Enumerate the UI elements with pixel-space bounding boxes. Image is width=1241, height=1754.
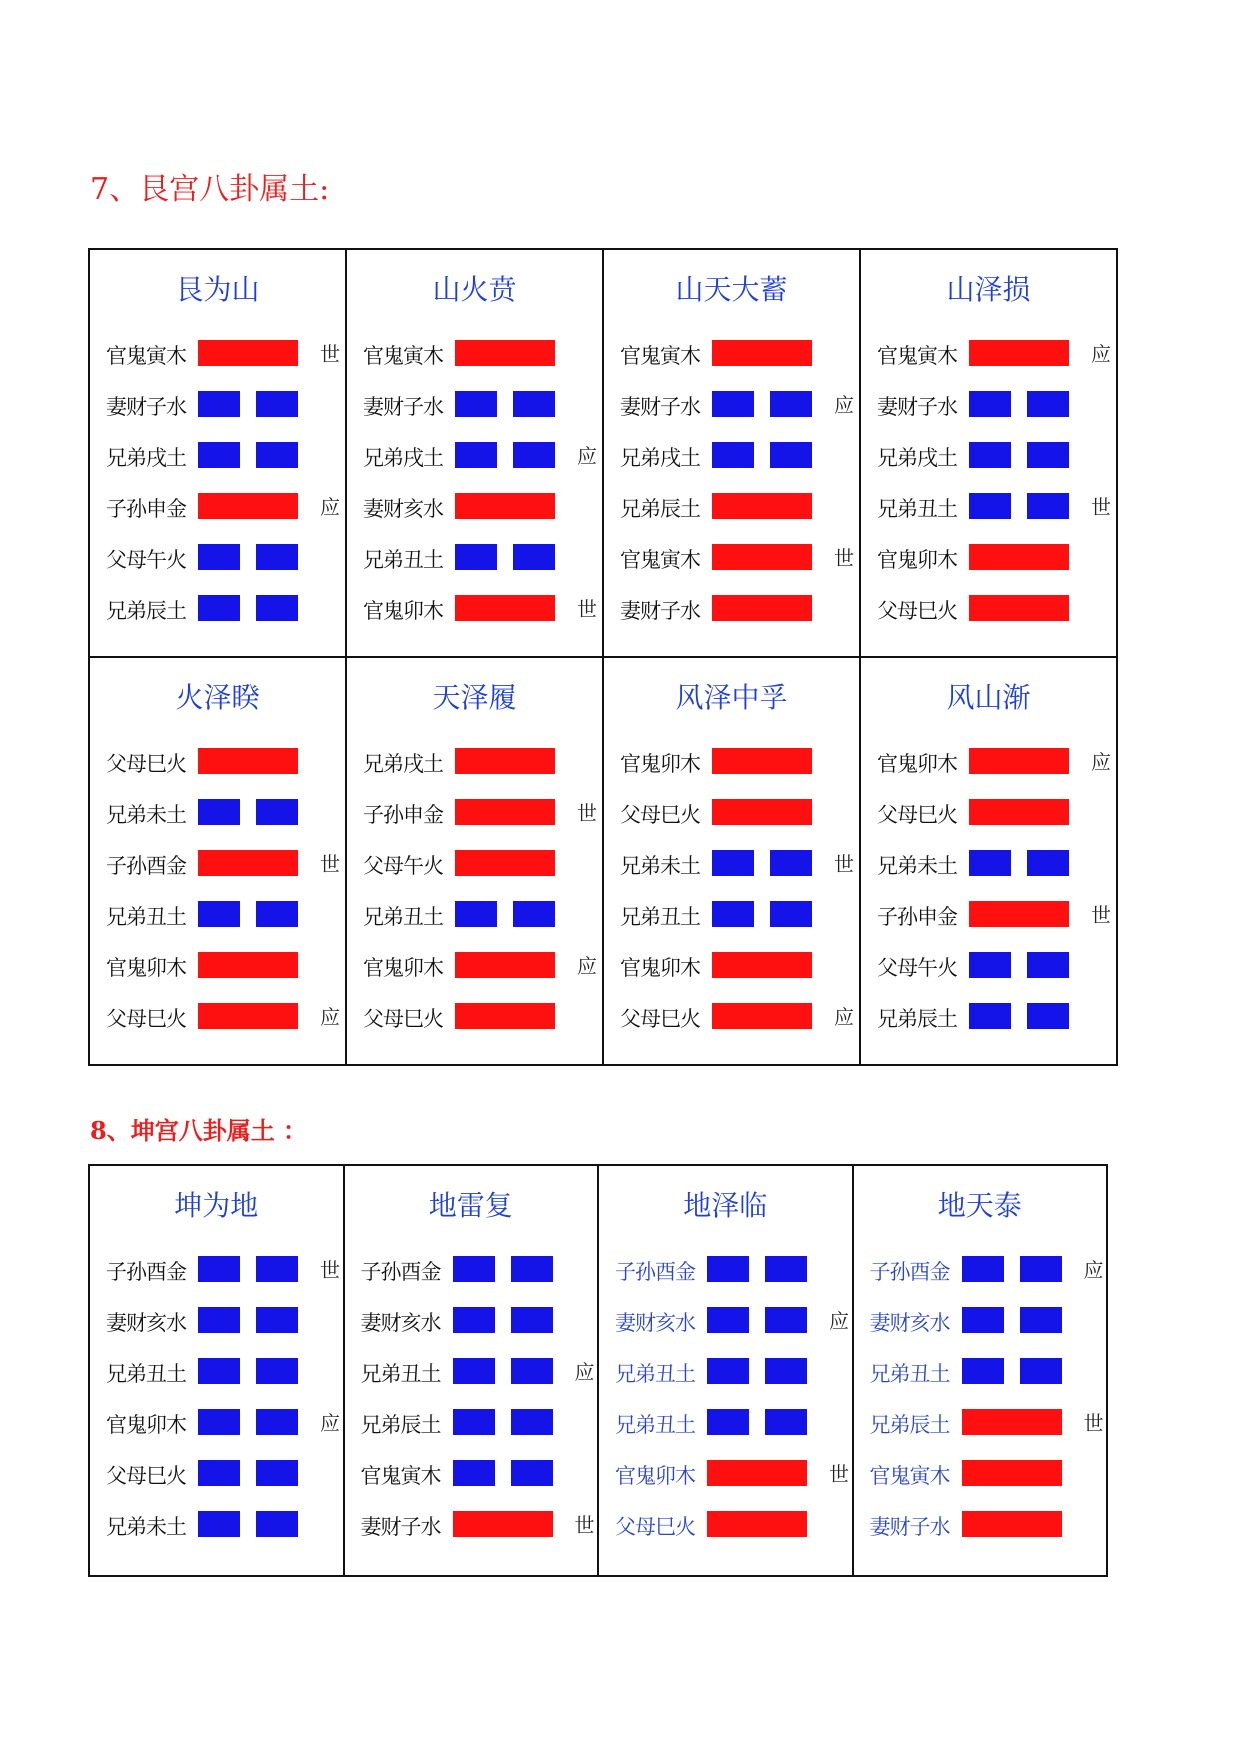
yin-line-icon	[455, 901, 555, 927]
yin-line-icon	[198, 391, 298, 417]
yin-line-icon	[453, 1307, 553, 1333]
yao-line	[357, 1458, 587, 1488]
yin-line-icon	[962, 1358, 1062, 1384]
yao-label: 妻财子水	[363, 395, 443, 419]
yao-label: 父母午火	[877, 956, 957, 980]
yang-line-icon	[198, 952, 298, 978]
yin-line-icon	[453, 1409, 553, 1435]
yao-label: 子孙酉金	[615, 1260, 695, 1284]
yao-line	[359, 797, 597, 827]
yao-label: 官鬼卯木	[877, 548, 957, 572]
yang-line-icon	[455, 850, 555, 876]
hexagram-name: 山天大蓄	[675, 273, 788, 306]
yao-line	[873, 1001, 1103, 1031]
shi-ying-mark: 应	[320, 1411, 340, 1435]
yin-line-icon	[198, 1256, 298, 1282]
yang-line-icon	[455, 595, 555, 621]
yao-label: 父母巳火	[106, 752, 186, 776]
gua-cell	[603, 249, 860, 657]
yao-label: 兄弟丑土	[106, 1362, 186, 1386]
yang-line-icon	[455, 1003, 555, 1029]
yao-line	[611, 1458, 849, 1488]
yao-line	[102, 1254, 340, 1284]
yin-line-icon	[962, 1256, 1062, 1282]
yin-line-icon	[198, 1409, 298, 1435]
yao-line	[616, 542, 854, 572]
yao-line	[102, 950, 332, 980]
yao-line	[357, 1356, 595, 1386]
yang-line-icon	[962, 1409, 1062, 1435]
yang-line-icon	[198, 340, 298, 366]
yao-line	[102, 542, 332, 572]
yao-label: 兄弟丑土	[360, 1362, 441, 1386]
yao-line	[359, 899, 589, 929]
yin-line-icon	[455, 442, 555, 468]
yao-line	[873, 440, 1103, 470]
yao-label: 兄弟丑土	[620, 905, 700, 929]
yao-line	[359, 338, 589, 368]
hexagram	[604, 250, 859, 656]
yin-line-icon	[712, 391, 812, 417]
yao-line	[866, 1407, 1104, 1437]
yao-label: 官鬼寅木	[620, 344, 700, 368]
yao-line	[866, 1509, 1096, 1539]
yin-line-icon	[198, 799, 298, 825]
yao-line	[102, 1001, 340, 1031]
yao-line	[866, 1356, 1096, 1386]
yang-line-icon	[712, 595, 812, 621]
yao-line	[616, 389, 854, 419]
yao-label: 官鬼寅木	[869, 1464, 950, 1488]
shi-ying-mark: 世	[1091, 903, 1111, 927]
yang-line-icon	[969, 340, 1069, 366]
yin-line-icon	[198, 595, 298, 621]
yao-line	[616, 491, 846, 521]
yao-label: 兄弟丑土	[363, 905, 443, 929]
yao-line	[102, 1509, 332, 1539]
yang-line-icon	[962, 1460, 1062, 1486]
yin-line-icon	[198, 1511, 298, 1537]
yin-line-icon	[707, 1256, 807, 1282]
yang-line-icon	[455, 493, 555, 519]
hexagram-name: 地雷复	[428, 1189, 513, 1222]
hexagram-name: 山火贲	[432, 273, 517, 306]
yao-line	[102, 1407, 340, 1437]
yao-label: 兄弟未土	[877, 854, 957, 878]
yao-label: 官鬼寅木	[360, 1464, 441, 1488]
hexagram-name: 坤为地	[174, 1189, 259, 1222]
yao-label: 兄弟丑土	[869, 1362, 950, 1386]
yao-line	[873, 950, 1103, 980]
yang-line-icon	[198, 1003, 298, 1029]
yao-line	[873, 899, 1111, 929]
yao-line	[866, 1254, 1104, 1284]
gua-cell	[860, 657, 1117, 1065]
gua-cell	[346, 249, 603, 657]
yao-label: 父母午火	[363, 854, 443, 878]
hexagram	[90, 658, 345, 1064]
yao-label: 父母巳火	[106, 1464, 186, 1488]
yang-line-icon	[455, 340, 555, 366]
shi-ying-mark: 应	[574, 1360, 595, 1384]
hexagram	[90, 250, 345, 656]
yao-line	[616, 899, 846, 929]
yao-label: 官鬼寅木	[620, 548, 700, 572]
yang-line-icon	[198, 748, 298, 774]
shi-ying-mark: 世	[320, 852, 340, 876]
yao-line	[359, 389, 589, 419]
yao-label: 子孙申金	[363, 803, 443, 827]
yin-line-icon	[707, 1409, 807, 1435]
yao-line	[873, 848, 1103, 878]
yao-label: 兄弟戌土	[363, 446, 443, 470]
hexagram	[347, 658, 602, 1064]
yao-line	[359, 746, 589, 776]
yao-label: 官鬼寅木	[106, 344, 186, 368]
yao-line	[873, 338, 1111, 368]
shi-ying-mark: 应	[320, 1005, 340, 1029]
hexagram-name: 地天泰	[937, 1189, 1022, 1222]
yao-label: 妻财子水	[877, 395, 957, 419]
gua-cell	[89, 1165, 344, 1576]
yao-line	[873, 389, 1103, 419]
yao-line	[102, 1305, 332, 1335]
shi-ying-mark: 世	[577, 801, 597, 825]
yao-label: 子孙酉金	[869, 1260, 950, 1284]
hexagram-name: 艮为山	[175, 273, 260, 306]
yao-label: 兄弟丑土	[363, 548, 443, 572]
yao-label: 子孙申金	[106, 497, 186, 521]
yin-line-icon	[198, 1358, 298, 1384]
yin-line-icon	[969, 442, 1069, 468]
yao-line	[102, 491, 340, 521]
hexagram	[861, 250, 1116, 656]
yin-line-icon	[707, 1358, 807, 1384]
yao-line	[102, 899, 332, 929]
shi-ying-mark: 应	[320, 495, 340, 519]
hexagram-name: 火泽睽	[175, 681, 260, 714]
hexagram	[599, 1166, 852, 1575]
hexagram	[854, 1166, 1107, 1575]
gua-cell	[853, 1165, 1108, 1576]
shi-ying-mark: 应	[829, 1309, 849, 1333]
yao-label: 兄弟辰土	[877, 1007, 957, 1031]
hexagram-name: 风泽中孚	[675, 681, 788, 714]
yao-line	[102, 1356, 332, 1386]
yao-line	[357, 1305, 587, 1335]
yao-label: 妻财亥水	[615, 1311, 695, 1335]
yao-line	[359, 491, 589, 521]
yin-line-icon	[198, 1307, 298, 1333]
yao-line	[616, 593, 846, 623]
yin-line-icon	[453, 1358, 553, 1384]
yao-label: 兄弟戌土	[877, 446, 957, 470]
section-8-heading: 8、坤宫八卦属土 ：	[90, 1116, 308, 1145]
shi-ying-mark: 世	[577, 597, 597, 621]
yang-line-icon	[707, 1511, 807, 1537]
yao-label: 妻财亥水	[360, 1311, 441, 1335]
yang-line-icon	[969, 544, 1069, 570]
yao-line	[359, 593, 597, 623]
yao-label: 官鬼卯木	[363, 956, 443, 980]
yang-line-icon	[453, 1511, 553, 1537]
shi-ying-mark: 世	[574, 1513, 595, 1537]
yin-line-icon	[969, 952, 1069, 978]
yang-line-icon	[707, 1460, 807, 1486]
yao-line	[611, 1254, 841, 1284]
hexagram-name: 地泽临	[683, 1189, 768, 1222]
yao-label: 子孙酉金	[106, 854, 186, 878]
yin-line-icon	[969, 850, 1069, 876]
yao-label: 兄弟辰土	[360, 1413, 441, 1437]
yao-line	[102, 848, 340, 878]
yao-label: 官鬼卯木	[106, 1413, 186, 1437]
yao-label: 兄弟丑土	[615, 1362, 695, 1386]
shi-ying-mark: 应	[1083, 1258, 1104, 1282]
yao-label: 兄弟戌土	[106, 446, 186, 470]
yao-line	[616, 950, 846, 980]
shi-ying-mark: 世	[1091, 495, 1111, 519]
yang-line-icon	[712, 544, 812, 570]
yang-line-icon	[455, 799, 555, 825]
yao-label: 父母午火	[106, 548, 186, 572]
yao-label: 子孙酉金	[106, 1260, 186, 1284]
yao-line	[866, 1458, 1096, 1488]
yao-line	[616, 338, 846, 368]
yin-line-icon	[962, 1307, 1062, 1333]
yang-line-icon	[969, 799, 1069, 825]
yao-label: 官鬼卯木	[620, 752, 700, 776]
kun-palace-table	[88, 1164, 1108, 1577]
shi-ying-mark: 世	[320, 342, 340, 366]
yao-label: 官鬼寅木	[877, 344, 957, 368]
yang-line-icon	[712, 748, 812, 774]
yao-line	[873, 491, 1111, 521]
yao-label: 官鬼卯木	[106, 956, 186, 980]
yao-label: 官鬼卯木	[620, 956, 700, 980]
yang-line-icon	[198, 850, 298, 876]
yao-label: 父母巳火	[363, 1007, 443, 1031]
yao-label: 兄弟丑土	[615, 1413, 695, 1437]
gua-cell	[346, 657, 603, 1065]
yin-line-icon	[712, 901, 812, 927]
yao-label: 兄弟未土	[106, 1515, 186, 1539]
yin-line-icon	[969, 493, 1069, 519]
yang-line-icon	[455, 748, 555, 774]
yao-label: 妻财子水	[360, 1515, 441, 1539]
hexagram	[861, 658, 1116, 1064]
yang-line-icon	[712, 952, 812, 978]
yao-line	[359, 542, 589, 572]
yao-line	[102, 746, 332, 776]
yang-line-icon	[712, 799, 812, 825]
yin-line-icon	[455, 391, 555, 417]
yang-line-icon	[712, 493, 812, 519]
yang-line-icon	[969, 595, 1069, 621]
yao-line	[611, 1305, 849, 1335]
yao-label: 兄弟未土	[620, 854, 700, 878]
yao-line	[616, 440, 846, 470]
yang-line-icon	[712, 340, 812, 366]
yao-line	[357, 1509, 595, 1539]
shi-ying-mark: 应	[834, 393, 854, 417]
hexagram-name: 天泽履	[432, 681, 517, 714]
yin-line-icon	[198, 901, 298, 927]
yao-line	[611, 1509, 841, 1539]
shi-ying-mark: 世	[834, 852, 854, 876]
hexagram	[604, 658, 859, 1064]
yao-line	[102, 440, 332, 470]
yang-line-icon	[969, 748, 1069, 774]
yao-label: 兄弟丑土	[106, 905, 186, 929]
yao-label: 官鬼卯木	[363, 599, 443, 623]
yin-line-icon	[453, 1256, 553, 1282]
yin-line-icon	[712, 850, 812, 876]
yao-label: 父母巳火	[877, 599, 957, 623]
yang-line-icon	[712, 1003, 812, 1029]
yao-label: 兄弟丑土	[877, 497, 957, 521]
yao-line	[102, 389, 332, 419]
yang-line-icon	[962, 1511, 1062, 1537]
shi-ying-mark: 世	[320, 1258, 340, 1282]
gua-cell	[89, 657, 346, 1065]
yao-label: 父母巳火	[620, 803, 700, 827]
yao-line	[359, 848, 589, 878]
yao-label: 妻财亥水	[106, 1311, 186, 1335]
yang-line-icon	[198, 493, 298, 519]
yao-label: 官鬼寅木	[363, 344, 443, 368]
shi-ying-mark: 应	[1091, 342, 1111, 366]
yin-line-icon	[969, 391, 1069, 417]
yao-line	[359, 950, 597, 980]
yao-line	[102, 797, 332, 827]
yao-label: 妻财亥水	[363, 497, 443, 521]
yao-label: 父母巳火	[106, 1007, 186, 1031]
yin-line-icon	[969, 1003, 1069, 1029]
yao-line	[873, 542, 1103, 572]
gen-palace-table	[88, 248, 1118, 1066]
yao-label: 兄弟辰土	[620, 497, 700, 521]
gua-cell	[603, 657, 860, 1065]
yao-line	[102, 1458, 332, 1488]
yao-label: 官鬼卯木	[877, 752, 957, 776]
shi-ying-mark: 应	[577, 444, 597, 468]
yao-label: 兄弟戌土	[620, 446, 700, 470]
yang-line-icon	[969, 901, 1069, 927]
gua-cell	[89, 249, 346, 657]
yin-line-icon	[712, 442, 812, 468]
yao-line	[873, 746, 1111, 776]
yao-line	[616, 1001, 854, 1031]
yao-label: 兄弟辰土	[869, 1413, 950, 1437]
yao-line	[359, 440, 597, 470]
yao-line	[102, 338, 340, 368]
yin-line-icon	[198, 1460, 298, 1486]
yao-line	[359, 1001, 589, 1031]
yang-line-icon	[455, 952, 555, 978]
shi-ying-mark: 应	[1091, 750, 1111, 774]
yao-label: 兄弟未土	[106, 803, 186, 827]
yao-label: 官鬼卯木	[615, 1464, 695, 1488]
yao-line	[357, 1254, 587, 1284]
hexagram-name: 山泽损	[946, 273, 1031, 306]
yao-label: 妻财子水	[869, 1515, 950, 1539]
shi-ying-mark: 世	[1083, 1411, 1104, 1435]
yin-line-icon	[198, 442, 298, 468]
yao-line	[873, 797, 1103, 827]
yao-line	[866, 1305, 1096, 1335]
gua-cell	[860, 249, 1117, 657]
hexagram-name: 风山渐	[946, 681, 1031, 714]
shi-ying-mark: 应	[834, 1005, 854, 1029]
yao-line	[873, 593, 1103, 623]
section-7-heading: 7、艮宫八卦属土:	[90, 172, 330, 207]
yao-line	[616, 797, 846, 827]
yao-label: 父母巳火	[877, 803, 957, 827]
yao-label: 父母巳火	[615, 1515, 695, 1539]
yao-label: 妻财亥水	[869, 1311, 950, 1335]
yao-line	[357, 1407, 587, 1437]
yao-line	[611, 1356, 841, 1386]
shi-ying-mark: 应	[577, 954, 597, 978]
hexagram	[345, 1166, 598, 1575]
yin-line-icon	[455, 544, 555, 570]
hexagram	[90, 1166, 343, 1575]
yao-line	[611, 1407, 841, 1437]
yin-line-icon	[198, 544, 298, 570]
yao-line	[102, 593, 332, 623]
yin-line-icon	[453, 1460, 553, 1486]
yao-label: 子孙酉金	[360, 1260, 441, 1284]
yao-label: 兄弟辰土	[106, 599, 186, 623]
hexagram	[347, 250, 602, 656]
yao-label: 父母巳火	[620, 1007, 700, 1031]
yao-label: 妻财子水	[620, 395, 700, 419]
yao-line	[616, 848, 854, 878]
shi-ying-mark: 世	[829, 1462, 849, 1486]
gua-cell	[344, 1165, 599, 1576]
yin-line-icon	[707, 1307, 807, 1333]
yao-line	[616, 746, 846, 776]
yao-label: 兄弟戌土	[363, 752, 443, 776]
yao-label: 子孙申金	[877, 905, 957, 929]
gua-cell	[598, 1165, 853, 1576]
yao-label: 妻财子水	[106, 395, 186, 419]
shi-ying-mark: 世	[834, 546, 854, 570]
yao-label: 妻财子水	[620, 599, 700, 623]
